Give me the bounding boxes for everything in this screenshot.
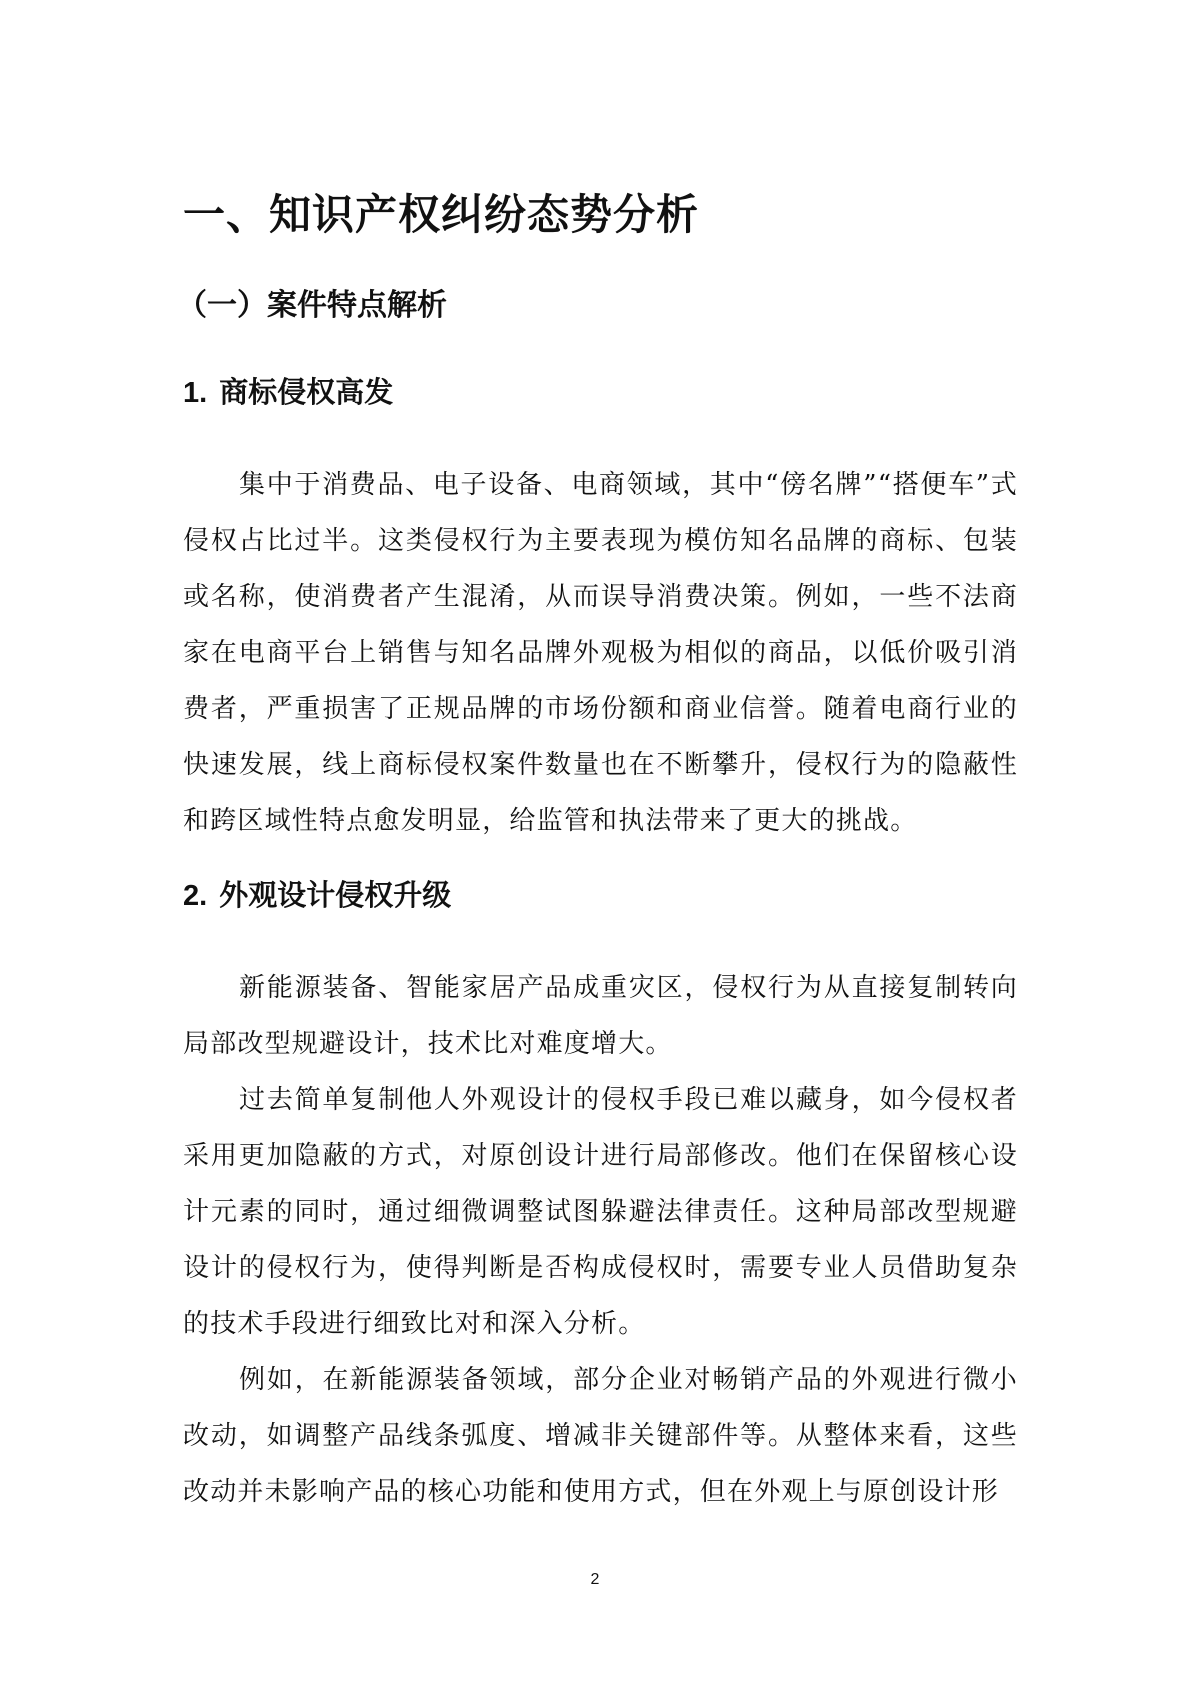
page-number: 2 <box>590 1571 600 1588</box>
body-paragraph: 新能源装备、智能家居产品成重灾区，侵权行为从直接复制转向局部改型规避设计，技术比对难度增大。 <box>183 973 1018 1059</box>
chapter-title: 一、知识产权纠纷态势分析 <box>183 190 700 239</box>
subsection-heading-2 <box>183 875 1018 916</box>
body-paragraph: 过去简单复制他人外观设计的侵权手段已难以藏身，如今侵权者采用更加隐蔽的方式，对原创设计进行局部修改。他们在保留核心设计元素的同时，通过细微调整试图躲避法律责任。这种局部改型规避设计的侵权行为，使得判断是否构成侵权时，需要专业人员借助复杂的技术手段进行细致比对和深入分析。 <box>183 1085 1018 1339</box>
subsection-title-1: 商标侵权高发 <box>219 375 394 409</box>
subsection-number-1: 1. <box>183 377 208 409</box>
page-content <box>177 180 1018 1520</box>
body-paragraph: 集中于消费品、电子设备、电商领域，其中“傍名牌”“搭便车”式侵权占比过半。这类侵权行为主要表现为模仿知名品牌的商标、包装或名称，使消费者产生混淆，从而误导消费决策。例如，一些不法商家在电商平台上销售与知名品牌外观极为相似的商品，以低价吸引消费者，严重损害了正规品牌的市场份额和商业信誉。随着电商行业的快速发展，线上商标侵权案件数量也在不断攀升，侵权行为的隐蔽性和跨区域性特点愈发明显，给监管和执法带来了更大的挑战。 <box>183 470 1018 836</box>
subsection-heading-1 <box>183 372 1018 413</box>
section-title: （一）案件特点解析 <box>177 288 447 323</box>
body-paragraph: 例如，在新能源装备领域，部分企业对畅销产品的外观进行微小改动，如调整产品线条弧度、增减非关键部件等。从整体来看，这些改动并未影响产品的核心功能和使用方式，但在外观上与原创设计形 <box>183 1365 1018 1507</box>
subsection-number-2: 2. <box>183 880 208 912</box>
subsection-title-2: 外观设计侵权升级 <box>219 878 452 912</box>
